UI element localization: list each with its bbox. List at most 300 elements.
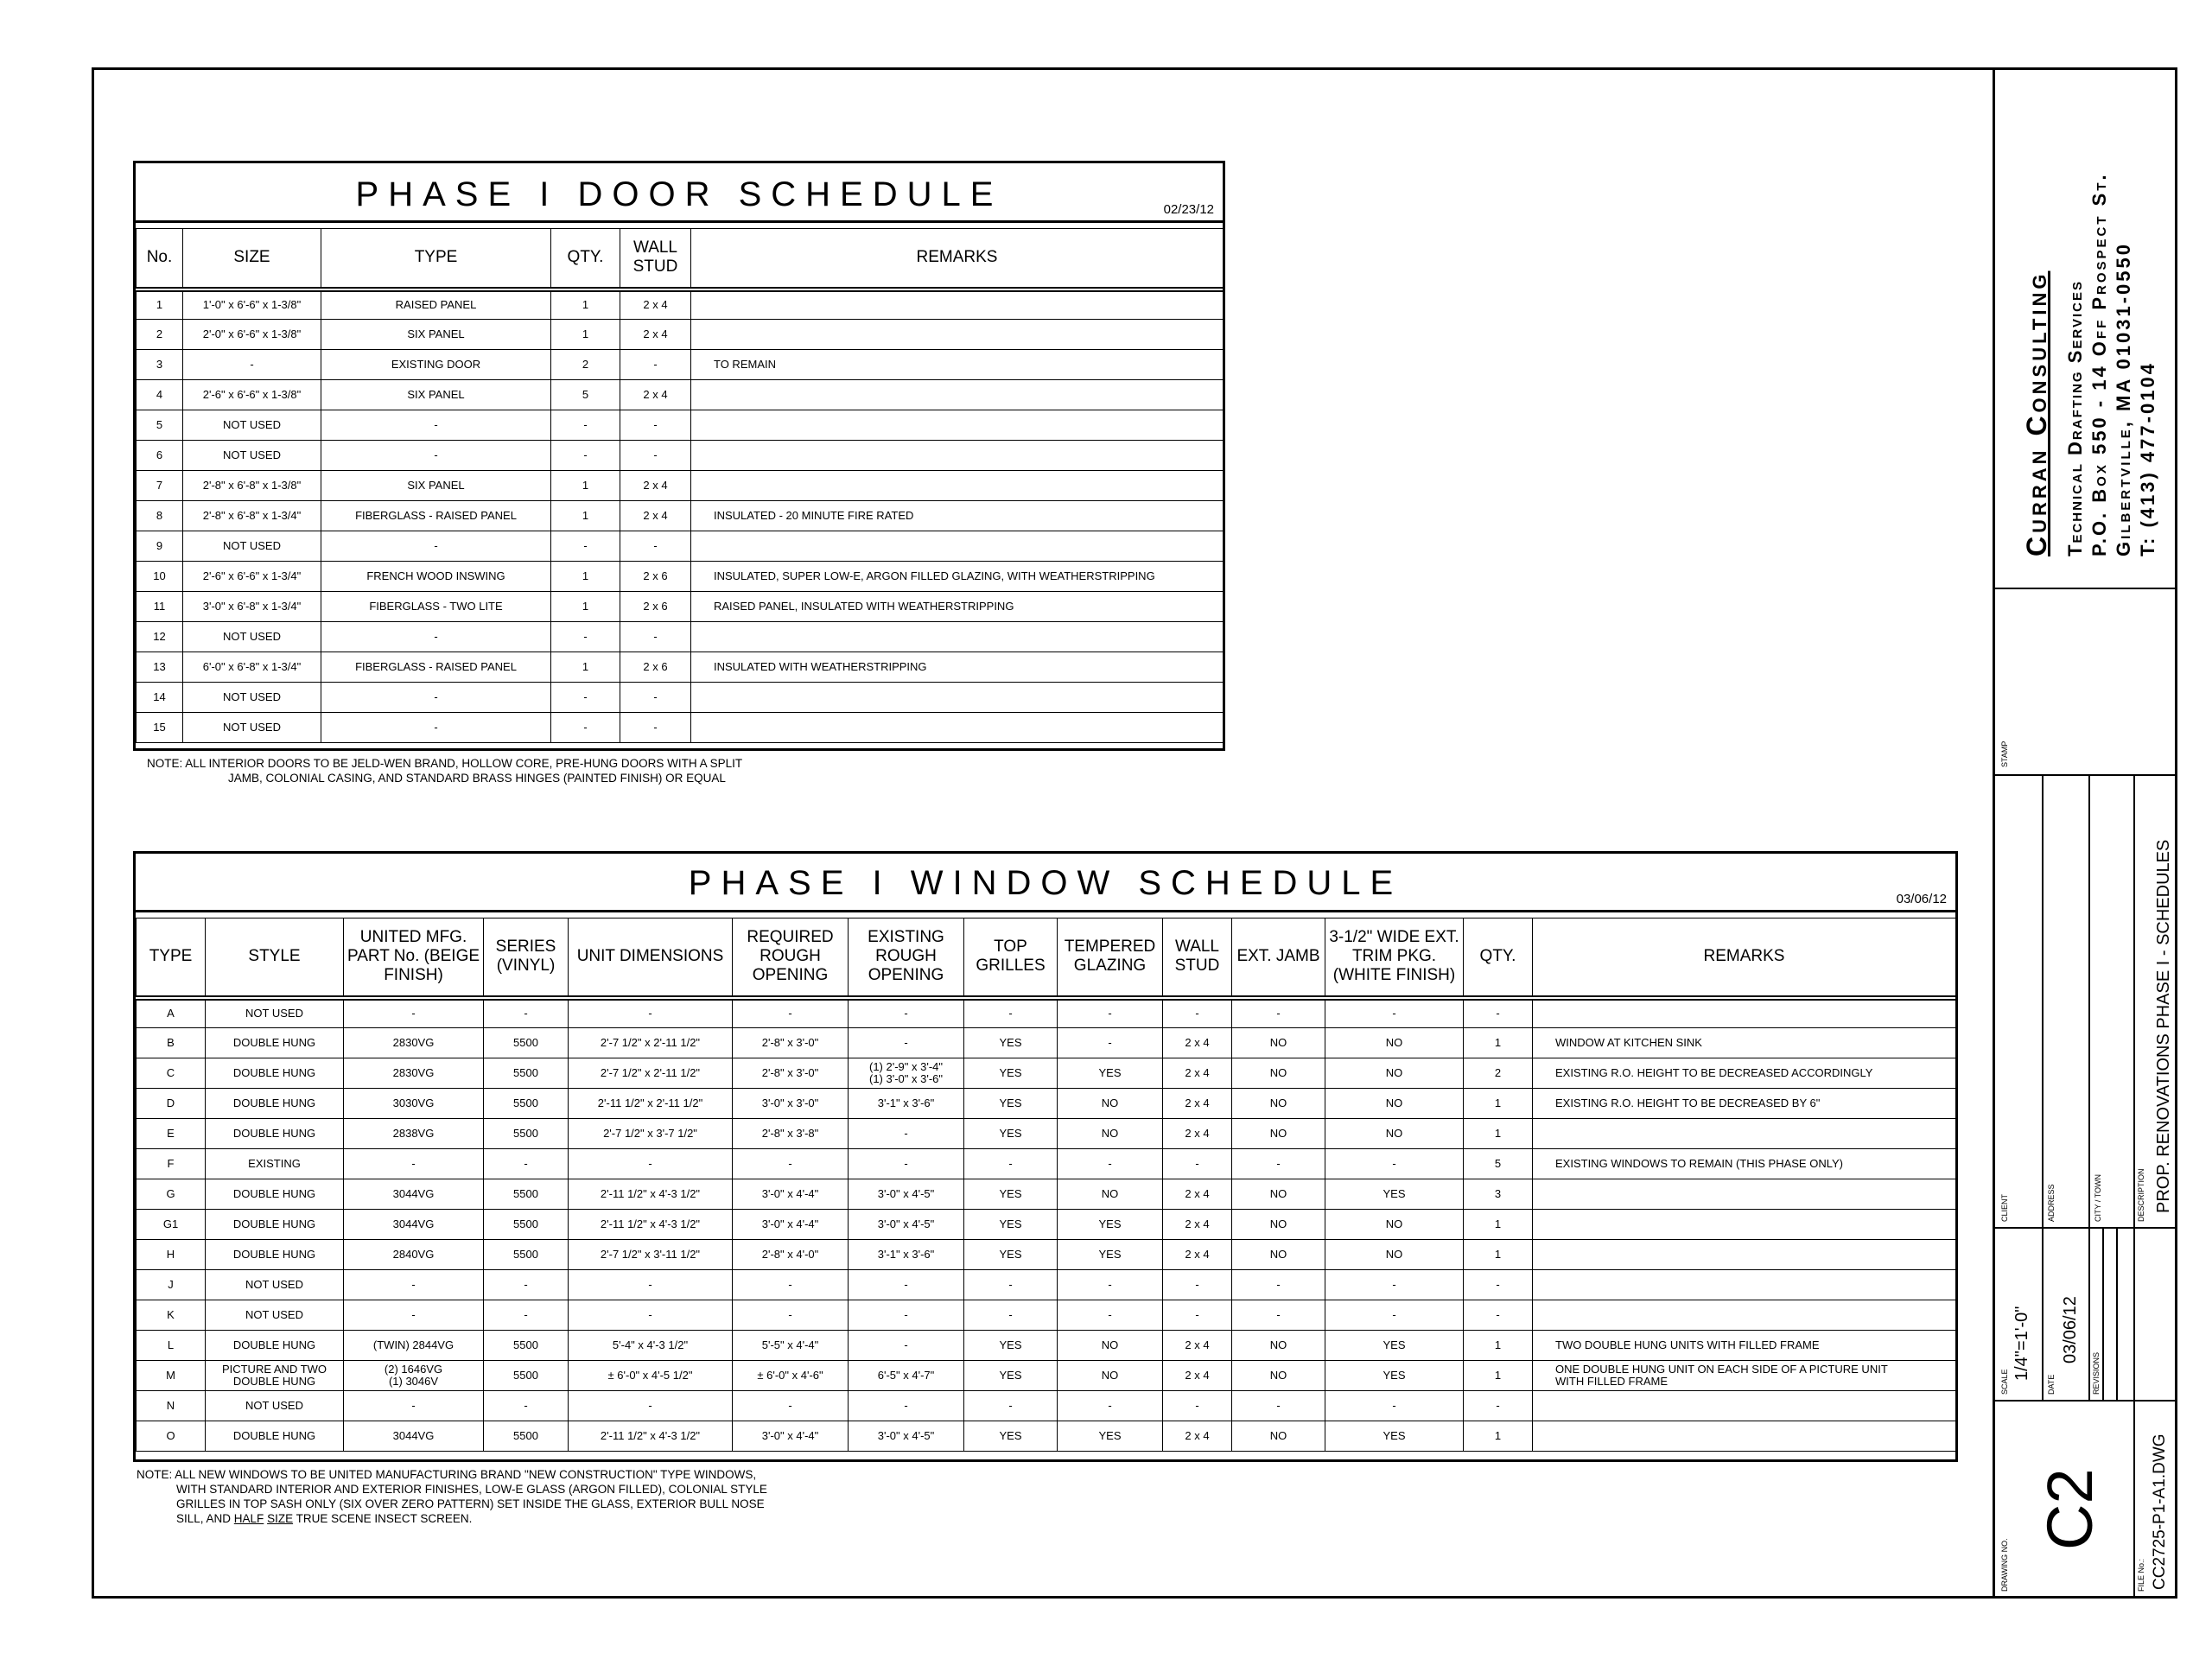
window-cell: 2'-7 1/2" x 2'-11 1/2" (569, 1028, 733, 1058)
window-cell: YES (964, 1028, 1058, 1058)
window-cell: 3044VG (344, 1210, 484, 1240)
window-header: 3-1/2" WIDE EXT. TRIM PKG. (WHITE FINISH) (1325, 918, 1464, 998)
window-header: TYPE (137, 918, 206, 998)
window-cell: - (733, 1300, 849, 1331)
door-row (137, 320, 1224, 350)
stamp-label: STAMP (2000, 741, 2009, 767)
window-cell: - (733, 1391, 849, 1421)
window-schedule-date: 03/06/12 (1896, 892, 1947, 906)
door-cell: 1 (551, 562, 620, 592)
door-row (137, 531, 1224, 562)
drawing-no-label: DRAWING NO. (2000, 1538, 2009, 1592)
window-cell: - (964, 1149, 1058, 1179)
door-schedule-date: 02/23/12 (1163, 202, 1214, 217)
window-cell: 2'-8" x 3'-0" (733, 1028, 849, 1058)
window-cell: - (733, 1149, 849, 1179)
window-cell: 3030VG (344, 1089, 484, 1119)
revisions-label: REVISIONS (2092, 1351, 2101, 1395)
door-cell: - (620, 410, 691, 441)
window-cell: 5500 (484, 1331, 569, 1361)
door-cell: SIX PANEL (321, 320, 551, 350)
window-cell: YES (1058, 1058, 1163, 1089)
door-cell: 1'-0" x 6'-6" x 1-3/8" (183, 289, 321, 320)
date-label: DATE (2047, 1374, 2056, 1395)
window-cell: - (964, 1391, 1058, 1421)
company-line1: Technical Drafting Services (2064, 280, 2086, 556)
door-cell: - (620, 350, 691, 380)
window-cell: - (1464, 1300, 1533, 1331)
window-cell: - (964, 998, 1058, 1028)
window-cell: NO (1232, 1210, 1325, 1240)
door-cell: NOT USED (183, 713, 321, 743)
window-cell: (TWIN) 2844VG (344, 1331, 484, 1361)
window-cell: - (849, 1331, 964, 1361)
door-cell: 15 (137, 713, 183, 743)
door-cell (691, 410, 1224, 441)
door-cell: - (620, 531, 691, 562)
window-cell: 2 x 4 (1163, 1179, 1232, 1210)
window-cell: YES (1325, 1361, 1464, 1391)
window-cell: - (1325, 1270, 1464, 1300)
door-cell: 10 (137, 562, 183, 592)
window-cell: - (484, 1391, 569, 1421)
window-cell: DOUBLE HUNG (206, 1210, 344, 1240)
scale-label: SCALE (2000, 1369, 2009, 1395)
window-cell: 2 x 4 (1163, 1119, 1232, 1149)
window-cell: N (137, 1391, 206, 1421)
door-row (137, 289, 1224, 320)
window-cell: - (849, 1270, 964, 1300)
window-cell: NOT USED (206, 1300, 344, 1331)
door-cell (691, 622, 1224, 652)
window-cell: YES (964, 1361, 1058, 1391)
door-cell: 2'-8" x 6'-8" x 1-3/4" (183, 501, 321, 531)
company-name: Curran Consulting (2021, 270, 2052, 556)
window-cell: 2'-7 1/2" x 3'-7 1/2" (569, 1119, 733, 1149)
window-cell: YES (964, 1089, 1058, 1119)
window-cell: ± 6'-0" x 4'-5 1/2" (569, 1361, 733, 1391)
window-cell: ± 6'-0" x 4'-6" (733, 1361, 849, 1391)
window-cell: NO (1232, 1421, 1325, 1452)
window-header: UNITED MFG. PART No. (BEIGE FINISH) (344, 918, 484, 998)
window-cell: - (484, 1270, 569, 1300)
window-cell (1533, 998, 1956, 1028)
window-cell: M (137, 1361, 206, 1391)
window-cell: - (1232, 998, 1325, 1028)
window-row (137, 1058, 1956, 1089)
window-row (137, 1119, 1956, 1149)
window-schedule-note (137, 1467, 767, 1526)
window-cell: 5500 (484, 1421, 569, 1452)
window-cell: YES (1325, 1179, 1464, 1210)
window-cell: - (1163, 1391, 1232, 1421)
window-cell: C (137, 1058, 206, 1089)
window-cell: - (1232, 1149, 1325, 1179)
window-cell: 1 (1464, 1028, 1533, 1058)
window-cell: 2830VG (344, 1058, 484, 1089)
window-cell: - (344, 1300, 484, 1331)
window-cell: - (849, 1119, 964, 1149)
door-cell: 2 x 4 (620, 320, 691, 350)
door-cell: 2 (137, 320, 183, 350)
door-cell: FRENCH WOOD INSWING (321, 562, 551, 592)
project-description: PROP. RENOVATIONS PHASE I - SCHEDULES (2154, 839, 2173, 1213)
window-cell: K (137, 1300, 206, 1331)
door-cell: 2 (551, 350, 620, 380)
door-cell: INSULATED, SUPER LOW-E, ARGON FILLED GLAZING, WITH WEATHERSTRIPPING (691, 562, 1224, 592)
window-header: EXT. JAMB (1232, 918, 1325, 998)
window-cell: 2 x 4 (1163, 1331, 1232, 1361)
window-cell (1533, 1240, 1956, 1270)
window-cell: NO (1232, 1028, 1325, 1058)
window-cell: 2'-11 1/2" x 4'-3 1/2" (569, 1421, 733, 1452)
window-cell: - (849, 1028, 964, 1058)
window-cell: 5500 (484, 1058, 569, 1089)
window-cell: 3044VG (344, 1421, 484, 1452)
window-cell: 1 (1464, 1089, 1533, 1119)
window-cell: H (137, 1240, 206, 1270)
door-cell: FIBERGLASS - RAISED PANEL (321, 652, 551, 683)
window-cell: (2) 1646VG (1) 3046V (344, 1361, 484, 1391)
window-cell: - (849, 1149, 964, 1179)
window-header: TOP GRILLES (964, 918, 1058, 998)
door-cell: 2 x 6 (620, 592, 691, 622)
window-cell: - (1163, 998, 1232, 1028)
window-row (137, 1089, 1956, 1119)
door-cell: EXISTING DOOR (321, 350, 551, 380)
door-header: WALL STUD (620, 229, 691, 289)
door-note-line1: NOTE: ALL INTERIOR DOORS TO BE JELD-WEN BRAND, HOLLOW CORE, PRE-HUNG DOORS WITH A SPLIT (147, 757, 743, 770)
window-note-line2: WITH STANDARD INTERIOR AND EXTERIOR FINISHES, LOW-E GLASS (ARGON FILLED), COLONIAL STYLE (176, 1483, 767, 1496)
door-cell: 2'-0" x 6'-6" x 1-3/8" (183, 320, 321, 350)
window-cell: NO (1232, 1119, 1325, 1149)
window-cell: 3'-0" x 4'-5" (849, 1179, 964, 1210)
window-cell: (1) 2'-9" x 3'-4" (1) 3'-0" x 3'-6" (849, 1058, 964, 1089)
window-schedule-title: PHASE I WINDOW SCHEDULE (688, 864, 1403, 902)
window-cell: NO (1232, 1179, 1325, 1210)
window-cell (1533, 1391, 1956, 1421)
window-header: REQUIRED ROUGH OPENING (733, 918, 849, 998)
window-header: SERIES (VINYL) (484, 918, 569, 998)
window-cell: DOUBLE HUNG (206, 1331, 344, 1361)
drawing-number: C2 (2034, 1468, 2106, 1550)
door-cell: 2 x 4 (620, 501, 691, 531)
file-number: CC2725-P1-A1.DWG (2151, 1433, 2169, 1590)
door-cell: - (183, 350, 321, 380)
window-cell: - (1058, 1149, 1163, 1179)
window-cell: 2 x 4 (1163, 1421, 1232, 1452)
window-cell: EXISTING (206, 1149, 344, 1179)
door-cell: 3 (137, 350, 183, 380)
window-cell: 2'-11 1/2" x 2'-11 1/2" (569, 1089, 733, 1119)
window-row (137, 1361, 1956, 1391)
window-cell: G1 (137, 1210, 206, 1240)
door-cell (691, 380, 1224, 410)
window-cell: 2 x 4 (1163, 1240, 1232, 1270)
window-cell: NO (1058, 1089, 1163, 1119)
door-cell: SIX PANEL (321, 380, 551, 410)
window-cell: 3'-0" x 4'-4" (733, 1179, 849, 1210)
door-header: No. (137, 229, 183, 289)
window-cell (1533, 1270, 1956, 1300)
door-cell: 6 (137, 441, 183, 471)
door-cell: INSULATED WITH WEATHERSTRIPPING (691, 652, 1224, 683)
window-cell: - (1058, 1270, 1163, 1300)
door-row (137, 683, 1224, 713)
window-cell: - (569, 998, 733, 1028)
window-cell: 5500 (484, 1119, 569, 1149)
window-header: TEMPERED GLAZING (1058, 918, 1163, 998)
door-cell: INSULATED - 20 MINUTE FIRE RATED (691, 501, 1224, 531)
window-cell: DOUBLE HUNG (206, 1179, 344, 1210)
door-cell: - (551, 410, 620, 441)
door-row (137, 471, 1224, 501)
door-cell: - (321, 683, 551, 713)
window-cell: - (569, 1149, 733, 1179)
window-cell: YES (1325, 1421, 1464, 1452)
door-cell: - (620, 622, 691, 652)
window-cell: TWO DOUBLE HUNG UNITS WITH FILLED FRAME (1533, 1331, 1956, 1361)
window-table (136, 918, 1956, 1452)
door-cell: 1 (551, 592, 620, 622)
door-cell: 4 (137, 380, 183, 410)
window-cell: NO (1325, 1089, 1464, 1119)
window-cell: NO (1232, 1240, 1325, 1270)
window-cell: - (344, 1391, 484, 1421)
window-cell: O (137, 1421, 206, 1452)
door-cell: - (620, 441, 691, 471)
window-cell: - (1325, 998, 1464, 1028)
door-cell: 14 (137, 683, 183, 713)
window-cell: YES (1058, 1421, 1163, 1452)
window-cell: 1 (1464, 1331, 1533, 1361)
window-cell: - (1163, 1270, 1232, 1300)
window-header: WALL STUD (1163, 918, 1232, 998)
window-row (137, 1210, 1956, 1240)
window-cell: - (1325, 1149, 1464, 1179)
window-cell: 2 x 4 (1163, 1028, 1232, 1058)
door-cell: - (321, 622, 551, 652)
window-cell (1533, 1300, 1956, 1331)
window-row (137, 1179, 1956, 1210)
door-header: TYPE (321, 229, 551, 289)
window-cell: 5 (1464, 1149, 1533, 1179)
door-cell: NOT USED (183, 622, 321, 652)
window-cell: NOT USED (206, 1391, 344, 1421)
door-cell: - (551, 531, 620, 562)
door-row (137, 380, 1224, 410)
door-table (136, 228, 1224, 743)
window-cell: - (484, 1149, 569, 1179)
window-cell: YES (1058, 1240, 1163, 1270)
door-cell: RAISED PANEL, INSULATED WITH WEATHERSTRIPPING (691, 592, 1224, 622)
window-cell: DOUBLE HUNG (206, 1058, 344, 1089)
window-cell: - (849, 998, 964, 1028)
window-header: QTY. (1464, 918, 1533, 998)
window-row (137, 1331, 1956, 1361)
door-cell: - (620, 713, 691, 743)
window-cell: - (1058, 1300, 1163, 1331)
window-cell: - (733, 998, 849, 1028)
window-cell (1533, 1119, 1956, 1149)
window-cell: 2'-7 1/2" x 3'-11 1/2" (569, 1240, 733, 1270)
door-cell (691, 441, 1224, 471)
door-row (137, 410, 1224, 441)
window-cell: EXISTING WINDOWS TO REMAIN (THIS PHASE ONLY) (1533, 1149, 1956, 1179)
window-cell: 1 (1464, 1240, 1533, 1270)
window-cell: - (1325, 1391, 1464, 1421)
window-cell: 2'-8" x 3'-8" (733, 1119, 849, 1149)
door-row (137, 562, 1224, 592)
window-row (137, 1421, 1956, 1452)
window-cell: 2'-11 1/2" x 4'-3 1/2" (569, 1210, 733, 1240)
window-cell: NO (1325, 1119, 1464, 1149)
door-cell: 11 (137, 592, 183, 622)
door-cell: 2 x 4 (620, 289, 691, 320)
door-row (137, 713, 1224, 743)
door-cell: NOT USED (183, 441, 321, 471)
window-cell: 5500 (484, 1179, 569, 1210)
window-cell: YES (964, 1179, 1058, 1210)
window-cell: PICTURE AND TWO DOUBLE HUNG (206, 1361, 344, 1391)
door-cell: 1 (551, 652, 620, 683)
window-cell: YES (964, 1331, 1058, 1361)
door-cell: SIX PANEL (321, 471, 551, 501)
window-cell: 5'-5" x 4'-4" (733, 1331, 849, 1361)
window-cell: - (1058, 1391, 1163, 1421)
file-no-label: FILE No.: (2137, 1558, 2145, 1592)
door-cell (691, 683, 1224, 713)
window-cell: DOUBLE HUNG (206, 1240, 344, 1270)
window-header: STYLE (206, 918, 344, 998)
window-cell: - (964, 1300, 1058, 1331)
door-cell: 12 (137, 622, 183, 652)
window-cell: NO (1232, 1361, 1325, 1391)
door-cell: 2 x 4 (620, 471, 691, 501)
door-cell: - (551, 622, 620, 652)
window-cell: F (137, 1149, 206, 1179)
window-cell: NO (1325, 1210, 1464, 1240)
window-cell: 2'-7 1/2" x 2'-11 1/2" (569, 1058, 733, 1089)
window-cell: 2 x 4 (1163, 1058, 1232, 1089)
door-note-line2: JAMB, COLONIAL CASING, AND STANDARD BRASS HINGES (PAINTED FINISH) OR EQUAL (228, 772, 726, 785)
door-row (137, 441, 1224, 471)
window-row (137, 1240, 1956, 1270)
door-schedule-title: PHASE I DOOR SCHEDULE (355, 175, 1003, 213)
window-cell: 3'-0" x 4'-4" (733, 1210, 849, 1240)
window-cell: 2'-8" x 4'-0" (733, 1240, 849, 1270)
door-header: QTY. (551, 229, 620, 289)
door-cell: NOT USED (183, 531, 321, 562)
window-cell: YES (964, 1421, 1058, 1452)
window-header: UNIT DIMENSIONS (569, 918, 733, 998)
door-cell: 1 (551, 501, 620, 531)
window-cell: DOUBLE HUNG (206, 1089, 344, 1119)
door-cell (691, 531, 1224, 562)
window-cell: - (569, 1391, 733, 1421)
window-cell: - (569, 1270, 733, 1300)
window-cell: NO (1325, 1058, 1464, 1089)
door-cell: NOT USED (183, 683, 321, 713)
window-cell: - (849, 1300, 964, 1331)
window-cell: 3'-0" x 4'-5" (849, 1421, 964, 1452)
window-cell (1533, 1179, 1956, 1210)
door-cell: FIBERGLASS - TWO LITE (321, 592, 551, 622)
window-cell: - (1232, 1270, 1325, 1300)
door-cell: 13 (137, 652, 183, 683)
window-header: REMARKS (1533, 918, 1956, 998)
window-cell: 5500 (484, 1089, 569, 1119)
window-cell: 2 x 4 (1163, 1089, 1232, 1119)
window-cell: - (1232, 1300, 1325, 1331)
door-cell: 8 (137, 501, 183, 531)
door-cell: 1 (551, 471, 620, 501)
window-cell: 3044VG (344, 1179, 484, 1210)
window-row (137, 1149, 1956, 1179)
window-cell: J (137, 1270, 206, 1300)
window-row (137, 1270, 1956, 1300)
window-cell: YES (964, 1240, 1058, 1270)
door-cell: - (321, 441, 551, 471)
door-cell: - (551, 441, 620, 471)
window-cell: NO (1058, 1331, 1163, 1361)
title-block (1993, 67, 2177, 1599)
date-value: 03/06/12 (2061, 1296, 2080, 1363)
door-cell: 2'-6" x 6'-6" x 1-3/4" (183, 562, 321, 592)
window-cell (1533, 1421, 1956, 1452)
description-label: DESCRIPTION (2137, 1168, 2145, 1222)
window-cell: YES (1325, 1331, 1464, 1361)
door-cell (691, 289, 1224, 320)
window-cell: 3'-1" x 3'-6" (849, 1089, 964, 1119)
window-cell: G (137, 1179, 206, 1210)
window-cell: NO (1232, 1058, 1325, 1089)
door-cell: - (551, 713, 620, 743)
window-cell: WINDOW AT KITCHEN SINK (1533, 1028, 1956, 1058)
scale-value: 1/4"=1'-0" (2012, 1306, 2031, 1381)
window-cell: - (1232, 1391, 1325, 1421)
window-cell: 5500 (484, 1240, 569, 1270)
window-cell: YES (964, 1119, 1058, 1149)
window-cell: 2 (1464, 1058, 1533, 1089)
door-cell: - (321, 713, 551, 743)
window-cell: NO (1325, 1240, 1464, 1270)
window-cell: 2'-8" x 3'-0" (733, 1058, 849, 1089)
window-cell: 2'-11 1/2" x 4'-3 1/2" (569, 1179, 733, 1210)
door-cell: 5 (137, 410, 183, 441)
window-cell: 2830VG (344, 1028, 484, 1058)
window-note-line4: SILL, AND HALF SIZE TRUE SCENE INSECT SCREEN. (176, 1512, 473, 1525)
window-cell: E (137, 1119, 206, 1149)
window-schedule (133, 851, 1958, 1462)
window-cell (1533, 1210, 1956, 1240)
window-note-line3: GRILLES IN TOP SASH ONLY (SIX OVER ZERO PATTERN) SET INSIDE THE GLASS, EXTERIOR BULL NOSE (176, 1497, 765, 1510)
window-cell: NO (1058, 1361, 1163, 1391)
window-cell: A (137, 998, 206, 1028)
door-cell: 2 x 6 (620, 562, 691, 592)
company-line3: Gilbertville, MA 01031-0550 (2113, 242, 2134, 556)
company-phone: T: (413) 477-0104 (2137, 361, 2158, 556)
window-cell: ONE DOUBLE HUNG UNIT ON EACH SIDE OF A PICTURE UNIT WITH FILLED FRAME (1533, 1361, 1956, 1391)
window-cell: - (1464, 998, 1533, 1028)
window-cell: - (569, 1300, 733, 1331)
window-cell: - (1163, 1300, 1232, 1331)
door-header: SIZE (183, 229, 321, 289)
window-cell: L (137, 1331, 206, 1361)
door-cell (691, 471, 1224, 501)
window-cell: 5'-4" x 4'-3 1/2" (569, 1331, 733, 1361)
window-row (137, 1300, 1956, 1331)
